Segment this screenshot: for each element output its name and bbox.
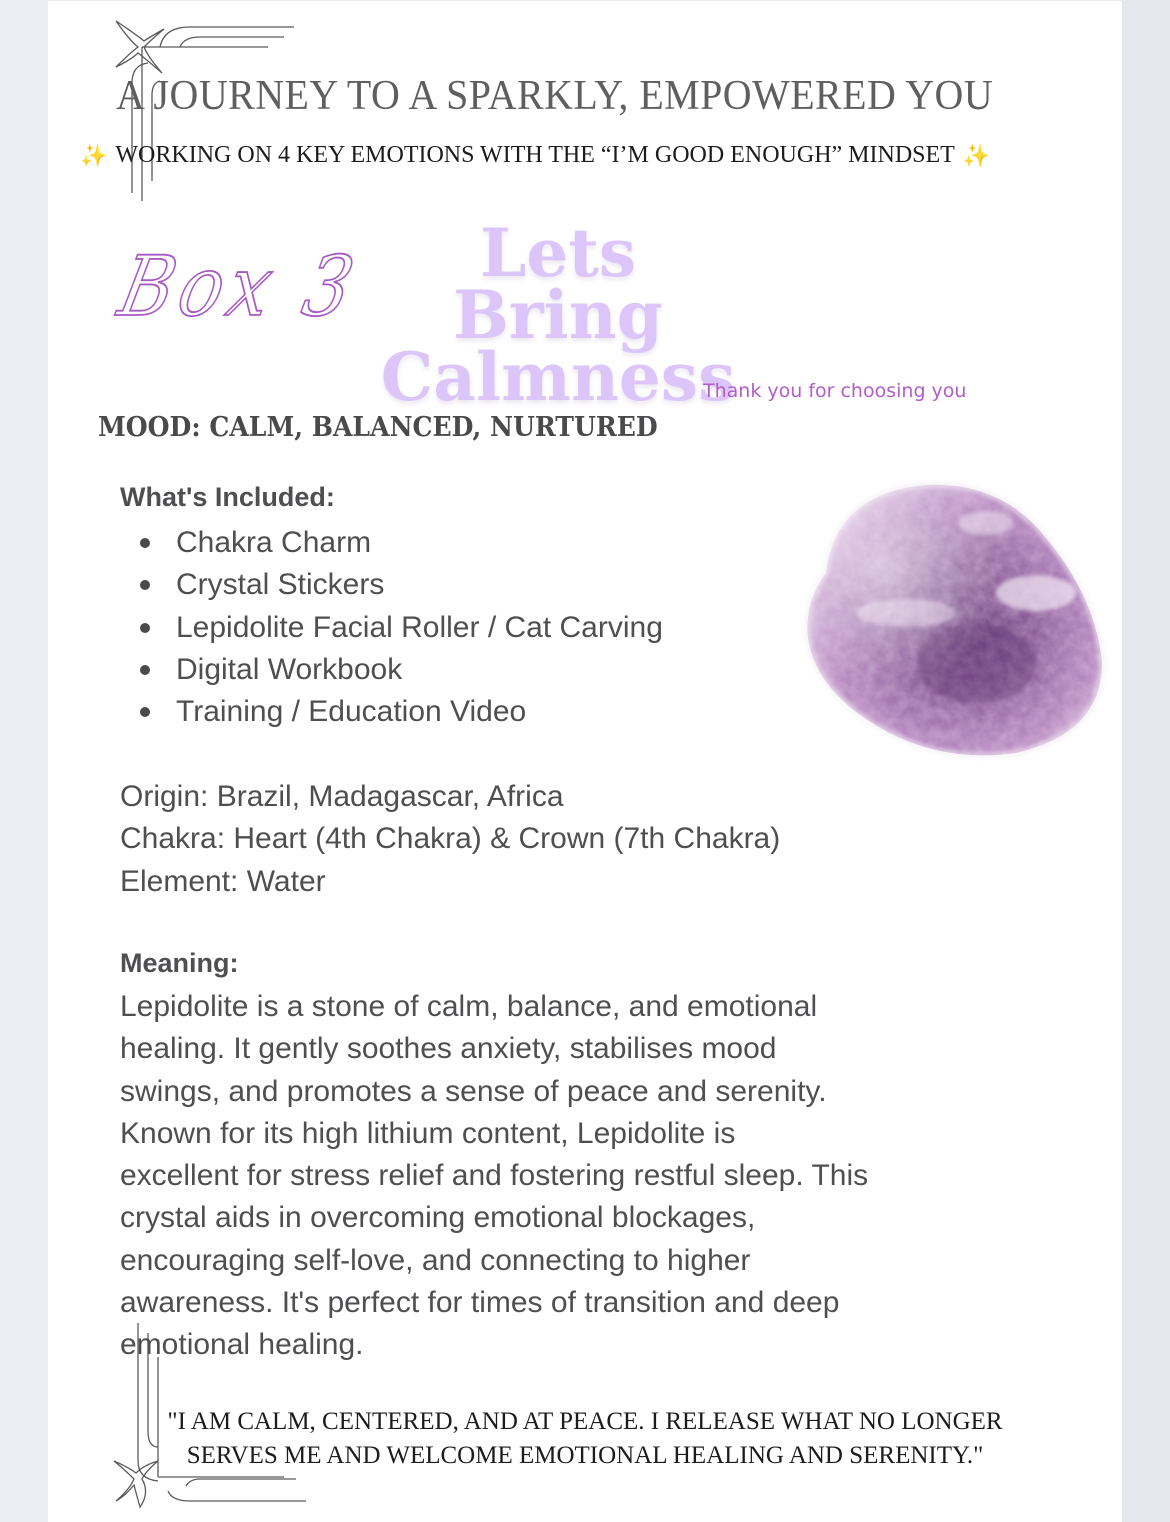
box-headline — [368, 214, 748, 416]
affirmation-quote — [140, 1405, 1030, 1473]
sparkles-icon: ✨ — [962, 142, 991, 168]
list-item: Crystal Stickers — [135, 564, 663, 606]
list-item: Chakra Charm — [135, 522, 663, 564]
meaning-line: crystal aids in overcoming emotional blockages, — [120, 1201, 756, 1235]
meaning-line: excellent for stress relief and fostering restful sleep. This — [120, 1159, 869, 1193]
meaning-line: swings, and promotes a sense of peace and serenity. — [120, 1074, 827, 1108]
page-title: A JOURNEY TO A SPARKLY, EMPOWERED YOU — [116, 73, 994, 119]
bullet-icon — [140, 538, 150, 548]
tagline: Thank you for choosing you — [703, 380, 967, 402]
included-list — [135, 522, 663, 733]
meaning-paragraph — [120, 986, 868, 1367]
element-text: Element: Water — [120, 864, 326, 898]
sparkles-icon: ✨ — [80, 142, 108, 168]
bullet-icon — [140, 580, 150, 590]
lepidolite-crystal-image — [786, 463, 1110, 763]
origin-text: Origin: Brazil, Madagascar, Africa — [120, 780, 564, 813]
meaning-line: Known for its high lithium content, Lepidolite is — [120, 1116, 736, 1150]
included-heading: What's Included: — [120, 482, 335, 512]
subtitle — [80, 142, 990, 169]
bullet-icon — [140, 623, 150, 633]
chakra-text: Chakra: Heart (4th Chakra) & Crown (7th Chakra) — [120, 822, 781, 856]
list-item: Digital Workbook — [135, 649, 663, 691]
meaning-line: emotional healing. — [120, 1328, 364, 1362]
list-item: Training / Education Video — [135, 691, 663, 733]
affirmation-line-2: SERVES ME AND WELCOME EMOTIONAL HEALING AND SERENITY." — [186, 1442, 984, 1469]
list-item: Lepidolite Facial Roller / Cat Carving — [135, 607, 663, 649]
bullet-icon — [140, 665, 150, 675]
subtitle-text: WORKING ON 4 KEY EMOTIONS WITH THE “I’M GOOD ENOUGH” MINDSET — [115, 142, 955, 168]
meaning-heading: Meaning: — [120, 948, 239, 978]
mood-heading: MOOD: CALM, BALANCED, NURTURED — [98, 412, 658, 443]
box-number-script: Box 3 — [111, 238, 368, 335]
crystal-facts — [120, 776, 780, 903]
meaning-line: encouraging self-love, and connecting to higher — [120, 1243, 751, 1277]
meaning-line: healing. It gently soothes anxiety, stabilises mood — [120, 1032, 777, 1066]
meaning-line: awareness. It's perfect for times of transition and deep — [120, 1286, 840, 1320]
meaning-line: Lepidolite is a stone of calm, balance, and emotional — [120, 990, 818, 1023]
headline-line-2: Calmness — [380, 338, 736, 416]
affirmation-line-1: "I AM CALM, CENTERED, AND AT PEACE. I RELEASE WHAT NO LONGER — [167, 1408, 1003, 1435]
headline-line-1: Lets Bring — [453, 214, 663, 354]
bullet-icon — [140, 707, 150, 717]
